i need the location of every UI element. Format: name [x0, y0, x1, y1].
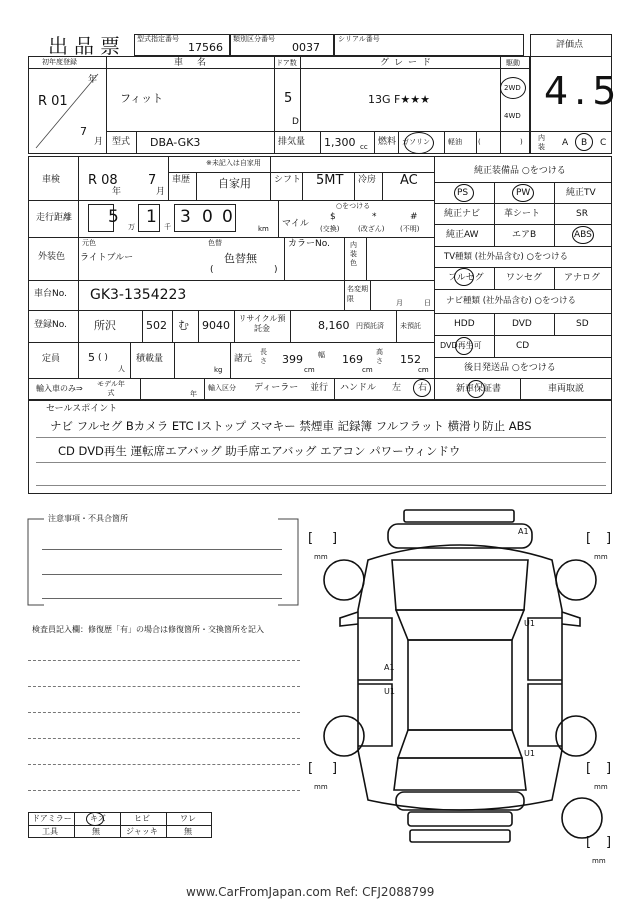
grade: 13G F★★★ [368, 93, 430, 106]
crack-label: ヒビ [134, 814, 150, 823]
door-type: D [292, 117, 299, 127]
capacity: 5 [88, 351, 95, 364]
car-name: フィット [120, 92, 164, 105]
equip-abs: ABS [574, 230, 592, 240]
equip-aw: 純正AW [446, 230, 479, 240]
navi-dvd: DVD [512, 319, 532, 329]
shift: 5MT [316, 173, 344, 188]
tire-spare-bracket-close: ] [606, 835, 612, 850]
mileage-label: 走行距離 [36, 213, 73, 223]
drive-2wd-circle [500, 77, 526, 99]
navi-title: ナビ種類 (社外品含む) ○をつける [446, 296, 576, 306]
navi-hdd: HDD [454, 319, 475, 329]
mileage-mile: マイル [282, 219, 309, 229]
equip-ps-circle [454, 184, 474, 202]
mileage-star-sub: (改ざん) [358, 225, 385, 233]
class-code: 0037 [292, 41, 320, 54]
interior-label: 内装 [538, 134, 545, 151]
equip-ps: PS [457, 188, 469, 198]
tire-spare-mm: mm [592, 857, 606, 865]
repaint: 色替無 [224, 252, 257, 265]
original-color-label: 元色 [82, 239, 96, 247]
recycle-amount: 8,160 [318, 319, 350, 332]
navi-dvd-play-circle [455, 337, 473, 355]
navi-sd: SD [576, 319, 589, 329]
registration-serial: 9040 [202, 319, 230, 332]
recycle-status: 未預託 [400, 322, 421, 330]
tire-rl-mm: mm [314, 783, 328, 791]
import-year-unit: 年 [190, 390, 197, 398]
grade-label: グレード [380, 58, 437, 68]
page-title: 出品票 [48, 34, 126, 58]
after-title: 後日発送品 ○をつける [464, 363, 556, 373]
height: 152 [400, 353, 421, 366]
tire-fl-mm: mm [314, 553, 328, 561]
chassis: GK3-1354223 [90, 287, 187, 303]
fuel-diesel: 軽油 [448, 138, 462, 146]
interior-b: B [581, 138, 588, 148]
model-year-label: モデル年式 [97, 380, 125, 397]
score-label: 評価点 [556, 40, 584, 50]
first-reg-month-unit: 月 [94, 137, 104, 147]
load-kg: kg [214, 366, 223, 374]
equip-abs-circle [572, 226, 594, 244]
equip-tv: 純正TV [566, 188, 596, 198]
interior-b-circle [575, 133, 593, 151]
displacement-label: 排気量 [278, 137, 306, 147]
tire-spare-bracket-open: [ [586, 835, 592, 850]
length-cm: cm [304, 366, 315, 374]
footer-watermark: www.CarFromJapan.com Ref: CFJ2088799 [186, 885, 435, 899]
mileage-circle-note: ○をつける [336, 202, 371, 210]
navi-dvd-play: DVD再生可 [440, 341, 482, 350]
damage-u1-rear: U1 [524, 749, 535, 758]
ac: AC [400, 173, 418, 188]
inspection: R 08 [88, 173, 118, 188]
equip-pw: PW [516, 188, 531, 198]
mileage-star: * [372, 212, 377, 222]
after-warranty-circle [467, 380, 485, 398]
handle-left: 左 [392, 383, 402, 393]
recycle-label: リサイクル預託金 [238, 314, 286, 333]
displacement-unit: cc [360, 143, 368, 151]
width-label: 幅 [318, 351, 325, 359]
interior-c: C [600, 138, 607, 148]
doors: 5 [284, 91, 293, 106]
history: 自家用 [218, 177, 251, 190]
tire-rl-bracket-open: [ [308, 761, 314, 776]
inspection-month-unit: 月 [156, 187, 166, 197]
inspection-month: 7 [148, 173, 157, 188]
first-reg-month: 7 [80, 125, 87, 138]
car-diagram [300, 500, 620, 870]
displacement: 1,300 [324, 136, 356, 149]
tv-oneseg: ワンセグ [506, 273, 543, 283]
tire-fr-mm: mm [594, 553, 608, 561]
load-label: 積載量 [136, 354, 164, 364]
height-label: 高さ [376, 348, 383, 365]
handle-right-circle [413, 379, 431, 397]
mileage-d3: 3 [180, 207, 191, 227]
first-reg-year-unit: 年 [88, 75, 98, 85]
history-note: ※未記入は自家用 [206, 159, 261, 167]
history-label: 車歴 [172, 175, 191, 185]
original-color: ライトブルー [80, 253, 134, 263]
tools-label: 工具 [42, 827, 58, 836]
tire-fl-bracket-close: ] [332, 531, 338, 546]
interior-color-label: 内装色 [350, 241, 357, 267]
damage-a1-front: A1 [518, 527, 529, 536]
mileage-unit-sen: 千 [164, 223, 171, 231]
registration-area: 所沢 [94, 319, 116, 332]
expiry-day: 日 [424, 299, 431, 307]
tv-analog: アナログ [564, 273, 601, 283]
tire-fr-bracket-close: ] [606, 531, 612, 546]
damage-u1-roof: U1 [384, 687, 395, 696]
inspection-label: 車検 [42, 175, 61, 185]
after-warranty: 新車保証書 [456, 384, 502, 394]
registration-label: 登録No. [34, 320, 67, 330]
damage-a1-roof: A1 [384, 663, 395, 672]
tv-fullseg-circle [454, 268, 474, 286]
model-code-label: 型式指定番号 [137, 35, 179, 43]
tire-fr-bracket-open: [ [586, 531, 592, 546]
model-type-label: 型式 [112, 137, 131, 147]
mileage-hash: # [410, 212, 418, 222]
damage-u1-right: U1 [524, 619, 535, 628]
tire-rr-bracket-open: [ [586, 761, 592, 776]
registration-kana: む [178, 319, 189, 332]
equip-leather: 革シート [504, 209, 541, 219]
name-change-label: 名変期限 [347, 285, 368, 303]
fuel-gasoline-circle [404, 132, 434, 154]
import-label: 輸入車のみ⇒ [36, 384, 83, 393]
import-dealer: ディーラー [254, 383, 299, 393]
sales-label: セールスポイント [46, 404, 118, 414]
first-reg-era: R 01 [38, 94, 68, 109]
registration-number: 502 [146, 319, 167, 332]
model-type: DBA-GK3 [150, 136, 201, 149]
length-label: 長さ [260, 348, 267, 365]
equipment-title: 純正装備品 ○をつける [474, 166, 566, 176]
color-no-label: カラーNo. [288, 239, 330, 249]
fuel-gasoline: ガソリン [402, 138, 430, 146]
chassis-label: 車台No. [34, 289, 67, 299]
after-manual: 車両取説 [548, 384, 585, 394]
dims-label: 諸元 [234, 354, 253, 364]
mileage-d1: 5 [108, 207, 119, 227]
import-type-label: 輸入区分 [208, 384, 236, 392]
import-parallel: 並行 [310, 383, 329, 393]
equip-pw-circle [512, 184, 534, 202]
interior-a: A [562, 138, 569, 148]
width-cm: cm [362, 366, 373, 374]
tire-rr-mm: mm [594, 783, 608, 791]
mileage-dollar: $ [330, 212, 336, 222]
tire-rl-bracket-close: ] [332, 761, 338, 776]
mileage-d4: 0 [202, 207, 213, 227]
inspection-year-unit: 年 [112, 187, 122, 197]
tools-value: 無 [92, 827, 100, 836]
mirror-label: ドアミラー [32, 814, 72, 823]
car-name-label: 車名 [174, 58, 221, 68]
drive-4wd: 4WD [504, 112, 521, 120]
capacity-label: 定員 [42, 354, 61, 364]
mirror-value-circle [86, 812, 104, 826]
capacity-paren: ( ) [98, 353, 108, 363]
caution-label: 注意事項・不具合箇所 [48, 514, 128, 523]
width: 169 [342, 353, 363, 366]
height-cm: cm [418, 366, 429, 374]
mileage-unit-man: 万 [128, 223, 135, 231]
navi-cd: CD [516, 341, 530, 351]
doors-label: ドア数 [276, 59, 297, 67]
shift-label: シフト [274, 175, 302, 185]
expiry-month: 月 [396, 299, 403, 307]
jack-value: 無 [184, 827, 192, 836]
sales-line-2: CD DVD再生 運転席エアバッグ 助手席エアバッグ エアコン パワーウィンドウ [58, 444, 461, 458]
sales-line-1: ナビ フルセグ Bカメラ ETC Iストップ スマキー 禁煙車 記録簿 フルフラット 横滑り防止 ABS [50, 419, 532, 433]
equip-sr: SR [576, 209, 588, 219]
drive-label: 駆動 [506, 59, 520, 67]
mileage-d2: 1 [146, 207, 157, 227]
color-label: 外装色 [38, 252, 66, 262]
capacity-person: 人 [118, 365, 125, 373]
recycle-unit: 円預託済 [356, 322, 384, 330]
class-code-label: 類別区分番号 [233, 35, 275, 43]
jack-label: ジャッキ [126, 827, 158, 836]
tire-fl-bracket-open: [ [308, 531, 314, 546]
drive-2wd: 2WD [504, 84, 521, 92]
break-label: ワレ [180, 814, 196, 823]
mileage-d5: 0 [222, 207, 233, 227]
model-code: 17566 [188, 41, 223, 54]
inspector-label: 検査員記入欄：修復歴「有」の場合は修復箇所・交換箇所を記入 [32, 625, 264, 634]
mirror-value: キズ [90, 814, 106, 823]
handle-label: ハンドル [340, 383, 377, 393]
mileage-dollar-sub: (交換) [320, 225, 340, 233]
ac-label: 冷房 [358, 175, 377, 185]
score-value: 4.5 [544, 69, 623, 113]
serial-label: シリアル番号 [338, 35, 380, 43]
length: 399 [282, 353, 303, 366]
handle-right: 右 [418, 383, 428, 393]
equip-navi: 純正ナビ [444, 209, 481, 219]
fuel-label: 燃料 [378, 137, 397, 147]
first-reg-label: 初年度登録 [42, 58, 77, 66]
mileage-hash-sub: (不明) [400, 225, 420, 233]
tire-rr-bracket-close: ] [606, 761, 612, 776]
tv-title: TV種類 (社外品含む) ○をつける [444, 252, 568, 262]
caution-bracket [26, 514, 302, 607]
mileage-unit-km: km [258, 225, 269, 233]
equip-airbag: エアB [512, 230, 537, 240]
tv-fullseg: フルセグ [448, 273, 484, 283]
repaint-label: 色替 [208, 239, 222, 247]
